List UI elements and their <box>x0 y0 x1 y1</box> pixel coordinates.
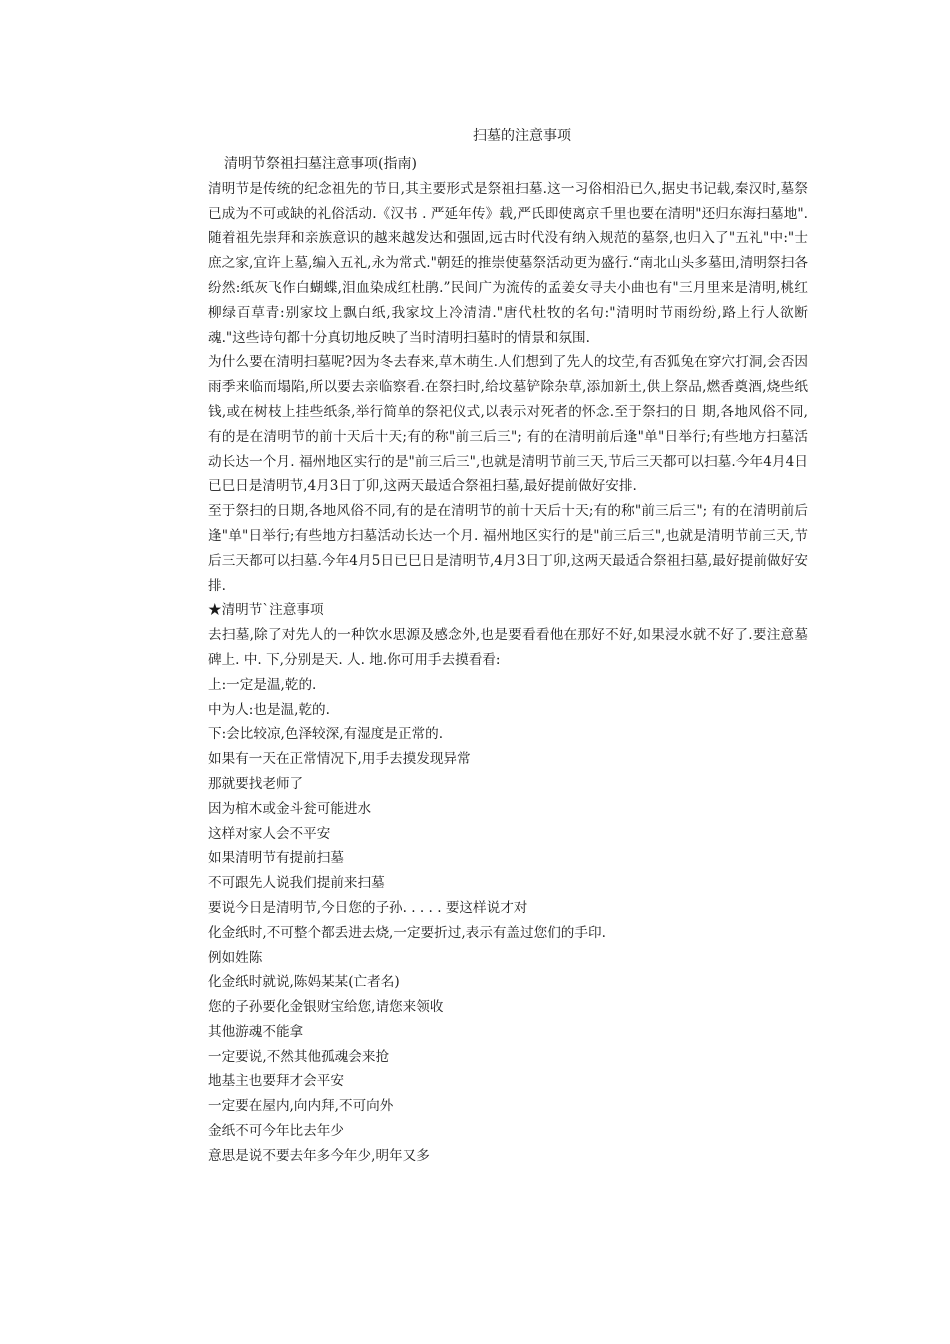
list-item: 金纸不可今年比去年少 <box>208 1123 344 1140</box>
paragraph-history: 清明节是传统的纪念祖先的节日,其主要形式是祭祖扫墓.这一习俗相沿已久,据史书记载,秦汉时,墓祭已成为不可或缺的礼俗活动.《汉书 . 严延年传》载,严氏即使离京千里也要在清明"还归东海扫墓地".随着祖先崇拜和亲族意识的越来越发达和强固,远古时代没有纳入规范的墓祭,也归入了"五礼"中:"士庶之家,宜许上墓,编入五礼,永为常式."朝廷的推崇使墓祭活动更为盛行.“南北山头多墓田,清明祭扫各纷然:纸灰飞作白蝴蝶,泪血染成红杜鹃.”民间广为流传的孟姜女寻夫小曲也有"三月里来是清明,桃红柳绿百草青:别家坟上飘白纸,我家坟上冷清清."唐代杜牧的名句:"清明时节雨纷纷,路上行人欲断魂."这些诗句都十分真切地反映了当时清明扫墓时的情景和氛围. <box>208 180 808 346</box>
section-intro: 去扫墓,除了对先人的一种饮水思源及感念外,也是要看看他在那好不好,如果浸水就不好了.要注意墓碑上. 中. 下,分别是天. 人. 地.你可用手去摸看看: <box>208 627 808 668</box>
list-item: 这样对家人会不平安 <box>208 825 331 842</box>
list-item: 化金纸时,不可整个都丢进去烧,一定要折过,表示有盖过您们的手印. <box>208 924 606 941</box>
list-item: 一定要说,不然其他孤魂会来抢 <box>208 1048 390 1065</box>
list-item: 如果有一天在正常情况下,用手去摸发现异常 <box>208 751 471 768</box>
list-item: 中为人:也是温,乾的. <box>208 701 330 718</box>
list-item: 因为棺木或金斗瓮可能进水 <box>208 800 372 817</box>
notes-list <box>208 673 808 1169</box>
document-body <box>208 124 808 1169</box>
list-item: 一定要在屋内,向内拜,不可向外 <box>208 1098 394 1115</box>
list-item: 下:会比较凉,色泽较深,有湿度是正常的. <box>208 726 444 743</box>
list-item: 要说今日是清明节,今日您的子孙. . . . . 要这样说才对 <box>208 899 528 916</box>
document-subtitle: 清明节祭祖扫墓注意事项(指南) <box>224 156 417 172</box>
list-item: 不可跟先人说我们提前来扫墓 <box>208 875 385 892</box>
section-heading: ★清明节`注意事项 <box>208 602 324 619</box>
paragraph-dates: 至于祭扫的日期,各地风俗不同,有的是在清明节的前十天后十天;有的称"前三后三"; 有的在清明前后逢"单"日举行;有些地方扫墓活动长达一个月. 福州地区实行的是"前三后三",也就是清明节前三天,节后三天都可以扫墓.今年4月5日已巳日是清明节,4月3日丁卯,这两天最适合祭祖扫墓,最好提前做好安排. <box>208 503 808 594</box>
document-title: 扫墓的注意事项 <box>473 128 571 144</box>
list-item: 其他游魂不能拿 <box>208 1023 304 1040</box>
list-item: 那就要找老师了 <box>208 775 304 792</box>
list-item: 您的子孙要化金银财宝给您,请您来领收 <box>208 999 444 1016</box>
list-item: 上:一定是温,乾的. <box>208 676 317 693</box>
list-item: 如果清明节有提前扫墓 <box>208 850 344 867</box>
list-item: 意思是说不要去年多今年少,明年又多 <box>208 1147 430 1164</box>
list-item: 地基主也要拜才会平安 <box>208 1073 344 1090</box>
list-item: 化金纸时就说,陈妈某某(亡者名) <box>208 974 400 991</box>
paragraph-why-sweep: 为什么要在清明扫墓呢?因为冬去春来,草木萌生.人们想到了先人的坟茔,有否狐兔在穿穴打洞,会否因雨季来临而塌陷,所以要去亲临察看.在祭扫时,给坟墓铲除杂草,添加新土,供上祭品,燃香奠酒,烧些纸钱,或在树枝上挂些纸条,举行简单的祭祀仪式,以表示对死者的怀念.至于祭扫的日 期,各地风俗不同,有的是在清明节的前十天后十天;有的称"前三后三"; 有的在清明前后逢"单"日举行;有些地方扫墓活动长达一个月. 福州地区实行的是"前三后三",也就是清明节前三天,节后三天都可以扫墓.今年4月4日已巳日是清明节,4月3日丁卯,这两天最适合祭祖扫墓,最好提前做好安排. <box>208 354 808 495</box>
list-item: 例如姓陈 <box>208 949 263 966</box>
